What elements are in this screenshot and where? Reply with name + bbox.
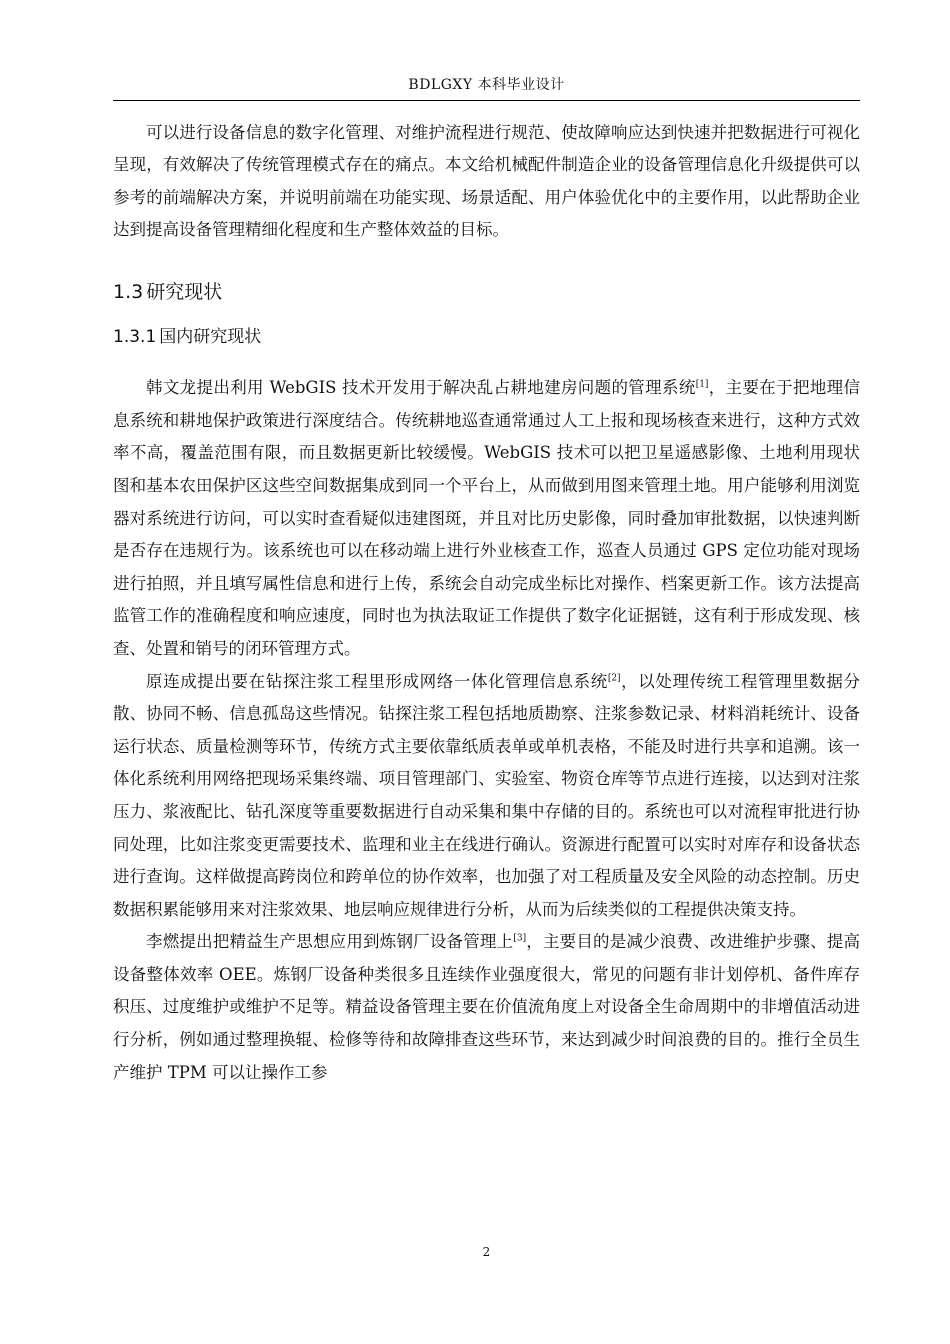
paragraph-text: 韩文龙提出利用 WebGIS 技术开发用于解决乱占耕地建房问题的管理系统	[146, 378, 696, 398]
body-paragraph	[113, 372, 860, 665]
section-title: 研究现状	[146, 281, 223, 304]
paragraph-text: 李燃提出把精益生产思想应用到炼钢厂设备管理上	[146, 932, 514, 952]
paragraph-text: 原连成提出要在钻探注浆工程里形成网络一体化管理信息系统	[146, 671, 608, 691]
header-rule	[113, 100, 860, 101]
page-number: 2	[482, 1245, 491, 1259]
section-heading	[113, 280, 860, 304]
page-header: BDLGXY 本科毕业设计	[408, 77, 565, 93]
subsection-heading	[113, 326, 860, 348]
body-paragraph	[113, 666, 860, 927]
body-paragraph	[113, 926, 860, 1089]
section-number: 1.3	[113, 281, 144, 304]
intro-paragraph: 可以进行设备信息的数字化管理、对维护流程进行规范、使故障响应达到快速并把数据进行可视化呈现，有效解决了传统管理模式存在的痛点。本文给机械配件制造企业的设备管理信息化升级提供可以参考的前端解决方案，并说明前端在功能实现、场景适配、用户体验优化中的主要作用，以此帮助企业达到提高设备管理精细化程度和生产整体效益的目标。	[113, 123, 860, 239]
citation-ref: [2]	[607, 673, 621, 684]
page-body	[113, 117, 860, 1089]
citation-ref: [1]	[695, 379, 709, 390]
paragraph-text: ，主要目的是减少浪费、改进维护步骤、提高设备整体效率 OEE。炼钢厂设备种类很多且连续作业强度很大，常见的问题有非计划停机、备件库存积压、过度维护或维护不足等。精益设备管理主要在价值流角度上对设备全生命周期中的非增值活动进行分析，例如通过整理换辊、检修等待和故障排查这些环节，来达到减少时间浪费的目的。推行全员生产维护 TPM 可以让操作工参	[113, 932, 861, 1082]
subsection-number: 1.3.1	[113, 327, 157, 348]
paragraph-text: ，以处理传统工程管理里数据分散、协同不畅、信息孤岛这些情况。钻探注浆工程包括地质勘察、注浆参数记录、材料消耗统计、设备运行状态、质量检测等环节，传统方式主要依靠纸质表单或单机表格，不能及时进行共享和追溯。该一体化系统利用网络把现场采集终端、项目管理部门、实验室、物资仓库等节点进行连接，以达到对注浆压力、浆液配比、钻孔深度等重要数据进行自动采集和集中存储的目的。系统也可以对流程审批进行协同处理，比如注浆变更需要技术、监理和业主在线进行确认。资源进行配置可以实时对库存和设备状态进行查询。这样做提高跨岗位和跨单位的协作效率，也加强了对工程质量及安全风险的动态控制。历史数据积累能够用来对注浆效果、地层响应规律进行分析，从而为后续类似的工程提供决策支持。	[113, 671, 861, 919]
citation-ref: [3]	[513, 933, 527, 944]
paragraph-text: ，主要在于把地理信息系统和耕地保护政策进行深度结合。传统耕地巡查通常通过人工上报和现场核查来进行，这种方式效率不高，覆盖范围有限，而且数据更新比较缓慢。WebGIS 技术可以把卫星遥感影像、土地利用现状图和基本农田保护区这些空间数据集成到同一个平台上，从而做到用图来管理土地。用户能够利用浏览器对系统进行访问，可以实时查看疑似违建图斑，并且对比历史影像，同时叠加审批数据，以快速判断是否存在违规行为。该系统也可以在移动端上进行外业核查工作，巡查人员通过 GPS 定位功能对现场进行拍照，并且填写属性信息和进行上传，系统会自动完成坐标比对操作、档案更新工作。该方法提高监管工作的准确程度和响应速度，同时也为执法取证工作提供了数字化证据链，这有利于形成发现、核查、处置和销号的闭环管理方式。	[113, 378, 861, 658]
subsection-title: 国内研究现状	[159, 327, 262, 348]
